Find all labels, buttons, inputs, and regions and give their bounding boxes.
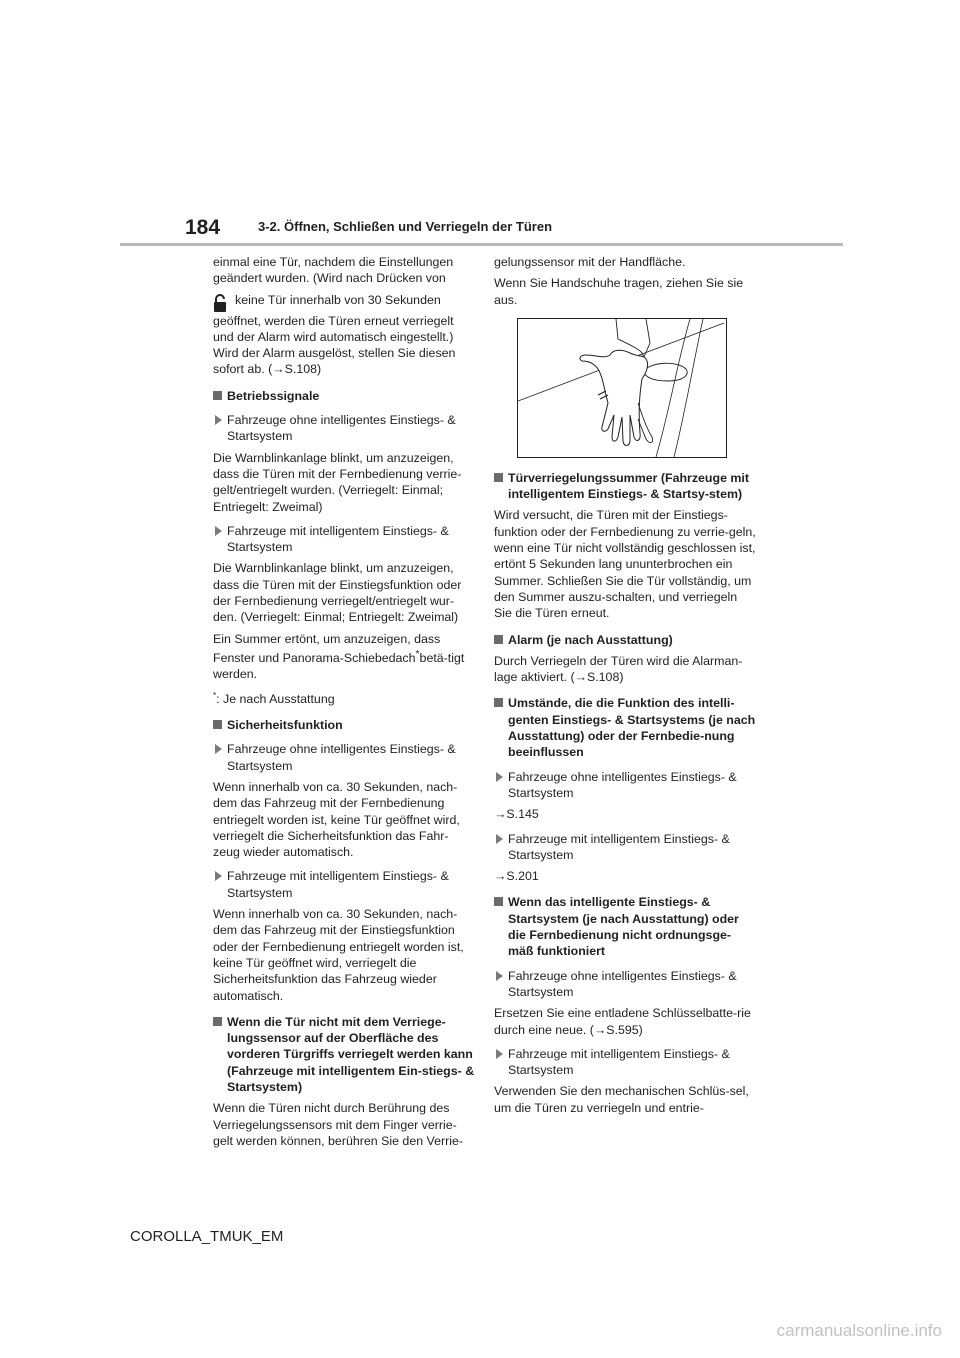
page-number: 184 — [185, 216, 221, 239]
footnote — [213, 688, 475, 707]
right-column — [494, 254, 756, 1121]
text-fragment: betä-tigt werden. — [213, 651, 465, 682]
footnote-marker: * — [213, 690, 217, 700]
heading-wenn-nicht-funktioniert: Wenn das intelligente Einstiegs- & Startsystem (je nach Ausstattung) oder die Fernbedienung nicht ordnungsge-mäß funktioniert — [494, 894, 756, 959]
subheading: Fahrzeuge mit intelligentem Einstiegs- & Startsystem — [494, 831, 756, 864]
paragraph: Die Warnblinkanlage blinkt, um anzuzeigen, dass die Türen mit der Einstiegsfunktion oder der Fernbedienung verriegelt/entriegelt wur-den. (Verriegelt: Einmal; Entriegelt: Zweimal) — [213, 561, 462, 625]
left-column — [213, 254, 475, 1154]
heading-betriebssignale: Betriebssignale — [213, 388, 475, 404]
document-code: COROLLA_TMUK_EM — [130, 1228, 284, 1245]
page-reference: →S.145 — [494, 807, 539, 822]
heading-sicherheitsfunktion: Sicherheitsfunktion — [213, 717, 475, 733]
heading-tuerverriegelungssummer: Türverriegelungssummer (Fahrzeuge mit intelligentem Einstiegs- & Startsy-stem) — [494, 470, 756, 503]
paragraph: Wenn innerhalb von ca. 30 Sekunden, nach-dem das Fahrzeug mit der Fernbedienung entriegelt worden ist, keine Tür geöffnet wird, verriegelt die Sicherheitsfunktion das Fahr-zeug wieder automatisch. — [213, 779, 460, 860]
subheading: Fahrzeuge mit intelligentem Einstiegs- & Startsystem — [213, 523, 475, 556]
page-reference: →S.201 — [494, 869, 539, 884]
text-fragment: Ein Summer ertönt, um anzuzeigen, dass Fenster und Panorama-Schiebedach — [213, 631, 441, 666]
subheading: Fahrzeuge mit intelligentem Einstiegs- & Startsystem — [494, 1046, 756, 1079]
subheading: Fahrzeuge mit intelligentem Einstiegs- & Startsystem — [213, 868, 475, 901]
paragraph: Wenn die Türen nicht durch Berührung des Verriegelungssensors mit dem Finger verrie-gelt werden können, berühren Sie den Verrie- — [213, 1101, 464, 1148]
paragraph: keine Tür innerhalb von 30 Sekunden — [235, 292, 441, 307]
watermark: carmanualsonline.info — [776, 1321, 942, 1340]
paragraph — [213, 631, 475, 683]
paragraph: einmal eine Tür, nachdem die Einstellungen geändert wurden. (Wird nach Drücken von — [213, 255, 454, 286]
hand-on-door-handle-illustration — [517, 318, 727, 458]
section-title: 3-2. Öffnen, Schließen und Verriegeln der Türen — [258, 219, 553, 234]
subheading: Fahrzeuge ohne intelligentes Einstiegs- & Startsystem — [494, 968, 756, 1001]
lock-line — [213, 292, 475, 313]
paragraph: Durch Verriegeln der Türen wird die Alarman-lage aktiviert. (→S.108) — [494, 653, 743, 685]
paragraph: geöffnet, werden die Türen erneut verriegelt und der Alarm wird automatisch eingestellt.) Wird der Alarm ausgelöst, stellen Sie diesen sofort ab. (→S.108) — [213, 313, 456, 377]
footnote-text: : Je nach Ausstattung — [216, 691, 335, 706]
paragraph: Wenn innerhalb von ca. 30 Sekunden, nach-dem das Fahrzeug mit der Einstiegsfunktion oder der Fernbedienung entriegelt worden ist, keine Tür geöffnet wird, verriegelt die Sicherheitsfunktion das Fahrzeug wieder automatisch. — [213, 907, 464, 1003]
subheading: Fahrzeuge ohne intelligentes Einstiegs- & Startsystem — [213, 741, 475, 774]
heading-alarm: Alarm (je nach Ausstattung) — [494, 632, 756, 648]
lock-icon — [213, 293, 227, 313]
paragraph: Wird versucht, die Türen mit der Einstiegs-funktion oder der Fernbedienung zu verrie-geln, wenn eine Tür nicht vollständig geschlossen ist, ertönt 5 Sekunden lang ununterbrochen ein Summer. Schließen Sie die Tür vollständig, um den Summer auszu-schalten, und verriegeln Sie die Türen erneut. — [494, 508, 756, 621]
paragraph: gelungssensor mit der Handfläche. — [494, 255, 686, 269]
paragraph: Ersetzen Sie eine entladene Schlüsselbatte-rie durch eine neue. (→S.595) — [494, 1006, 751, 1037]
subheading: Fahrzeuge ohne intelligentes Einstiegs- & Startsystem — [213, 412, 475, 445]
footnote-marker: * — [415, 648, 420, 660]
heading-tuer-verriegelung: Wenn die Tür nicht mit dem Verriege-lungssensor auf der Oberfläche des vorderen Türgriffs verriegelt werden kann (Fahrzeuge mit intelligentem Ein-stiegs- & Startsystem) — [213, 1014, 475, 1095]
paragraph: Verwenden Sie den mechanischen Schlüs-sel, um die Türen zu verriegeln und entrie- — [494, 1084, 749, 1115]
paragraph: Wenn Sie Handschuhe tragen, ziehen Sie sie aus. — [494, 276, 744, 307]
paragraph: Die Warnblinkanlage blinkt, um anzuzeigen, dass die Türen mit der Fernbedienung verrie-gelt/entriegelt wurden. (Verriegelt: Einmal; Entriegelt: Zweimal) — [213, 450, 462, 514]
subheading: Fahrzeuge ohne intelligentes Einstiegs- & Startsystem — [494, 769, 756, 802]
header-divider — [120, 243, 843, 246]
heading-umstaende: Umstände, die die Funktion des intelli-genten Einstiegs- & Startsystems (je nach Ausstattung) oder der Fernbedie-nung beeinflussen — [494, 695, 756, 760]
